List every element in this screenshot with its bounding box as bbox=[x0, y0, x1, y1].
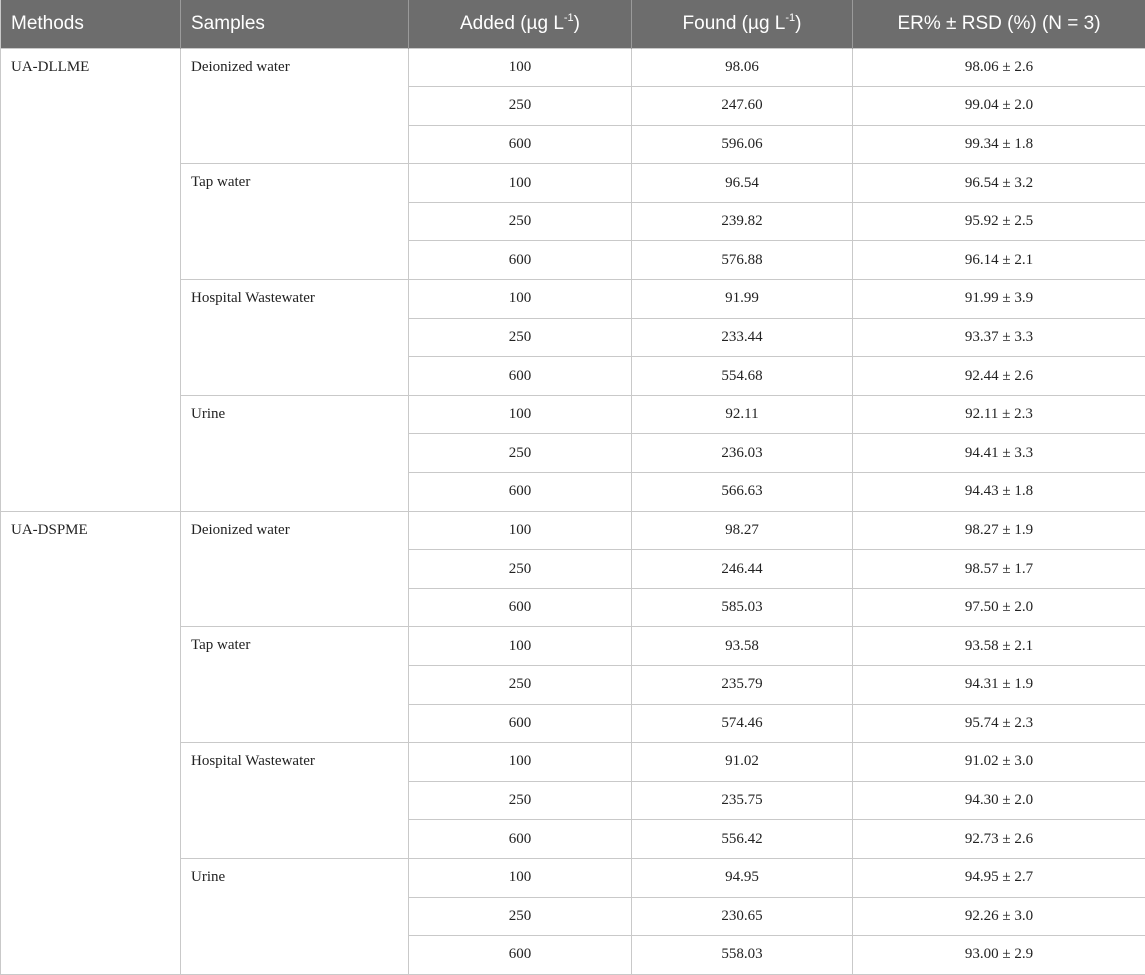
found-cell: 239.82 bbox=[632, 202, 853, 241]
er-rsd-cell: 94.30 ± 2.0 bbox=[853, 781, 1145, 820]
er-rsd-cell: 99.34 ± 1.8 bbox=[853, 125, 1145, 164]
added-cell: 250 bbox=[409, 781, 632, 820]
er-rsd-cell: 95.92 ± 2.5 bbox=[853, 202, 1145, 241]
er-rsd-cell: 92.44 ± 2.6 bbox=[853, 357, 1145, 396]
header-found-close: ) bbox=[795, 13, 801, 34]
added-cell: 600 bbox=[409, 704, 632, 743]
er-rsd-cell: 91.99 ± 3.9 bbox=[853, 280, 1145, 319]
added-cell: 600 bbox=[409, 357, 632, 396]
sample-cell: Hospital Wastewater bbox=[181, 280, 409, 396]
er-rsd-cell: 93.58 ± 2.1 bbox=[853, 627, 1145, 666]
added-cell: 250 bbox=[409, 550, 632, 589]
found-cell: 556.42 bbox=[632, 820, 853, 859]
header-added-text: Added (µg L bbox=[460, 13, 564, 34]
er-rsd-cell: 96.14 ± 2.1 bbox=[853, 241, 1145, 280]
added-cell: 100 bbox=[409, 395, 632, 434]
added-cell: 250 bbox=[409, 87, 632, 126]
sample-cell: Urine bbox=[181, 395, 409, 511]
er-rsd-cell: 93.00 ± 2.9 bbox=[853, 936, 1145, 975]
added-cell: 600 bbox=[409, 936, 632, 975]
added-cell: 600 bbox=[409, 125, 632, 164]
found-cell: 596.06 bbox=[632, 125, 853, 164]
found-cell: 574.46 bbox=[632, 704, 853, 743]
added-cell: 250 bbox=[409, 202, 632, 241]
added-cell: 100 bbox=[409, 743, 632, 782]
header-found-superscript: -1 bbox=[785, 12, 795, 24]
header-found bbox=[632, 0, 853, 48]
er-rsd-cell: 94.95 ± 2.7 bbox=[853, 858, 1145, 897]
sample-cell: Tap water bbox=[181, 164, 409, 280]
header-samples: Samples bbox=[181, 0, 409, 48]
sample-cell: Urine bbox=[181, 858, 409, 974]
added-cell: 250 bbox=[409, 897, 632, 936]
found-cell: 98.27 bbox=[632, 511, 853, 550]
found-cell: 576.88 bbox=[632, 241, 853, 280]
er-rsd-cell: 97.50 ± 2.0 bbox=[853, 588, 1145, 627]
found-cell: 94.95 bbox=[632, 858, 853, 897]
added-cell: 100 bbox=[409, 48, 632, 87]
added-cell: 100 bbox=[409, 280, 632, 319]
found-cell: 92.11 bbox=[632, 395, 853, 434]
er-rsd-cell: 91.02 ± 3.0 bbox=[853, 743, 1145, 782]
er-rsd-cell: 94.43 ± 1.8 bbox=[853, 473, 1145, 512]
table-body bbox=[1, 48, 1145, 974]
table-row bbox=[1, 48, 1145, 87]
found-cell: 246.44 bbox=[632, 550, 853, 589]
found-cell: 585.03 bbox=[632, 588, 853, 627]
found-cell: 566.63 bbox=[632, 473, 853, 512]
added-cell: 100 bbox=[409, 627, 632, 666]
found-cell: 98.06 bbox=[632, 48, 853, 87]
found-cell: 93.58 bbox=[632, 627, 853, 666]
er-rsd-cell: 98.27 ± 1.9 bbox=[853, 511, 1145, 550]
header-er-rsd: ER% ± RSD (%) (N = 3) bbox=[853, 0, 1145, 48]
added-cell: 100 bbox=[409, 511, 632, 550]
sample-cell: Deionized water bbox=[181, 511, 409, 627]
method-cell: UA-DSPME bbox=[1, 511, 181, 974]
header-added-close: ) bbox=[574, 13, 580, 34]
added-cell: 600 bbox=[409, 588, 632, 627]
er-rsd-cell: 92.11 ± 2.3 bbox=[853, 395, 1145, 434]
header-row bbox=[1, 0, 1145, 48]
er-rsd-cell: 92.73 ± 2.6 bbox=[853, 820, 1145, 859]
added-cell: 600 bbox=[409, 473, 632, 512]
er-rsd-cell: 92.26 ± 3.0 bbox=[853, 897, 1145, 936]
found-cell: 558.03 bbox=[632, 936, 853, 975]
found-cell: 247.60 bbox=[632, 87, 853, 126]
er-rsd-cell: 96.54 ± 3.2 bbox=[853, 164, 1145, 203]
added-cell: 600 bbox=[409, 241, 632, 280]
found-cell: 230.65 bbox=[632, 897, 853, 936]
found-cell: 96.54 bbox=[632, 164, 853, 203]
er-rsd-cell: 98.06 ± 2.6 bbox=[853, 48, 1145, 87]
sample-cell: Tap water bbox=[181, 627, 409, 743]
added-cell: 250 bbox=[409, 666, 632, 705]
added-cell: 100 bbox=[409, 858, 632, 897]
table-header bbox=[1, 0, 1145, 48]
er-rsd-cell: 95.74 ± 2.3 bbox=[853, 704, 1145, 743]
found-cell: 235.75 bbox=[632, 781, 853, 820]
er-rsd-cell: 94.31 ± 1.9 bbox=[853, 666, 1145, 705]
header-added bbox=[409, 0, 632, 48]
header-methods: Methods bbox=[1, 0, 181, 48]
found-cell: 233.44 bbox=[632, 318, 853, 357]
found-cell: 236.03 bbox=[632, 434, 853, 473]
added-cell: 250 bbox=[409, 434, 632, 473]
header-added-superscript: -1 bbox=[564, 12, 574, 24]
found-cell: 91.99 bbox=[632, 280, 853, 319]
sample-cell: Hospital Wastewater bbox=[181, 743, 409, 859]
sample-cell: Deionized water bbox=[181, 48, 409, 164]
table-row bbox=[1, 511, 1145, 550]
found-cell: 235.79 bbox=[632, 666, 853, 705]
header-found-text: Found (µg L bbox=[683, 13, 786, 34]
method-cell: UA-DLLME bbox=[1, 48, 181, 511]
found-cell: 91.02 bbox=[632, 743, 853, 782]
er-rsd-cell: 94.41 ± 3.3 bbox=[853, 434, 1145, 473]
added-cell: 100 bbox=[409, 164, 632, 203]
found-cell: 554.68 bbox=[632, 357, 853, 396]
er-rsd-cell: 93.37 ± 3.3 bbox=[853, 318, 1145, 357]
added-cell: 250 bbox=[409, 318, 632, 357]
er-rsd-cell: 99.04 ± 2.0 bbox=[853, 87, 1145, 126]
added-cell: 600 bbox=[409, 820, 632, 859]
er-rsd-cell: 98.57 ± 1.7 bbox=[853, 550, 1145, 589]
